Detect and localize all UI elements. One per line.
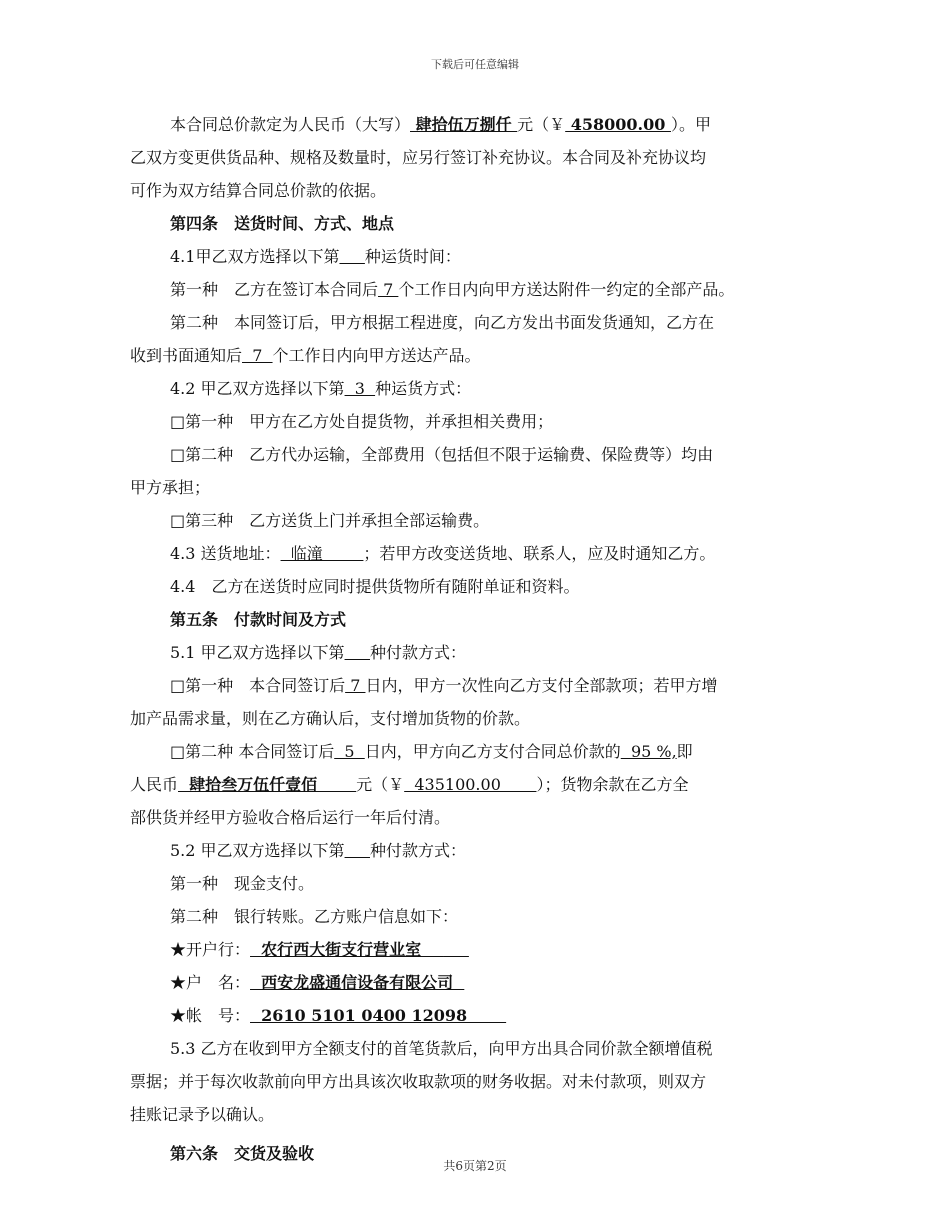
cash-payment: 第一种 现金支付。 — [170, 874, 315, 893]
contract-body — [130, 108, 820, 1170]
payment-option-2-cont: 人民币 肆拾叁万伍仟壹佰 元（￥ 435100.00 ）；货物余款在乙方全 — [130, 775, 689, 794]
delivery-time-option-2: 第二种 本同签订后，甲方根据工程进度，向乙方发出书面发货通知，乙方在 — [170, 313, 715, 332]
clause-4-3: 4.3 送货地址： 临潼 ；若甲方改变送货地、联系人，应及时通知乙方。 — [170, 544, 716, 563]
account-holder-field: 西安龙盛通信设备有限公司 — [250, 973, 465, 992]
clause-5-2: 5.2 甲乙双方选择以下第 种付款方式： — [170, 841, 466, 860]
payment-option-2-cont2: 部供货并经甲方验收合格后运行一年后付清。 — [130, 808, 451, 827]
article-4-title: 第四条 送货时间、方式、地点 — [170, 214, 395, 233]
page-header: 下载后可任意编辑 — [431, 58, 519, 71]
amount-words-field: 肆拾叁万伍仟壹佰 — [178, 775, 357, 794]
account-number: ★帐 号： 2610 5101 0400 12098 — [170, 1006, 507, 1025]
page-footer: 共6页第2页 — [443, 1159, 507, 1173]
transport-option-2: □第二种 乙方代办运输，全部费用（包括但不限于运输费、保险费等）均由 — [170, 445, 714, 464]
blank-field — [339, 247, 364, 266]
total-price-paragraph: 本合同总价款定为人民币（大写） 肆拾伍万捌仟 元（￥ 458000.00 ）。甲 — [170, 115, 711, 134]
clause-4-1: 4.1甲乙双方选择以下第 种运货时间： — [170, 247, 461, 266]
account-name: ★户 名： 西安龙盛通信设备有限公司 — [170, 973, 465, 992]
days-field: 7 — [378, 280, 399, 299]
blank-field — [345, 643, 370, 662]
article-6-title: 第六条 交货及验收 — [170, 1144, 315, 1163]
delivery-address-field: 临潼 — [280, 544, 364, 563]
delivery-time-option-1: 第一种 乙方在签订本合同后 7 个工作日内向甲方送达附件一约定的全部产品。 — [170, 280, 735, 299]
transport-option-2-cont: 甲方承担； — [130, 478, 211, 497]
account-bank: ★开户行： 农行西大街支行营业室 — [170, 940, 444, 959]
paragraph-line: 乙双方变更供货品种、规格及数量时，应另行签订补充协议。本合同及补充协议均 — [130, 148, 707, 167]
blank-field — [345, 841, 370, 860]
account-number-field: 2610 5101 0400 12098 — [250, 1006, 507, 1025]
clause-4-2: 4.2 甲乙双方选择以下第 3 种运货方式： — [170, 379, 472, 398]
clause-5-3-cont2: 挂账记录予以确认。 — [130, 1105, 275, 1124]
transport-option-3: □第三种 乙方送货上门并承担全部运输费。 — [170, 511, 490, 530]
clause-4-4: 4.4 乙方在送货时应同时提供货物所有随附单证和资料。 — [170, 577, 580, 596]
bank-name-field: 农行西大街支行营业室 — [250, 940, 444, 959]
clause-5-3-cont: 票据；并于每次收款前向甲方出具该次收取款项的财务收据。对未付款项，则双方 — [130, 1072, 707, 1091]
days-field: 7 — [242, 346, 273, 365]
clause-5-1: 5.1 甲乙双方选择以下第 种付款方式： — [170, 643, 466, 662]
clause-5-3: 5.3 乙方在收到甲方全额支付的首笔货款后，向甲方出具合同价款全额增值税 — [170, 1039, 713, 1058]
transport-option-1: □第一种 甲方在乙方处自提货物，并承担相关费用； — [170, 412, 554, 431]
total-price-words: 肆拾伍万捌仟 — [410, 115, 518, 134]
paragraph-line: 可作为双方结算合同总价款的依据。 — [130, 181, 387, 200]
selected-method-field: 3 — [344, 379, 376, 398]
payment-option-2: □第二种 本合同签订后 5 日内，甲方向乙方支付合同总价款的 95 %,即 — [170, 742, 693, 761]
delivery-time-option-2-cont: 收到书面通知后 7 个工作日内向甲方送达产品。 — [130, 346, 481, 365]
total-price-number: 458000.00 — [565, 115, 671, 134]
bank-transfer: 第二种 银行转账。乙方账户信息如下： — [170, 907, 459, 926]
payment-option-1-cont: 加产品需求量，则在乙方确认后，支付增加货物的价款。 — [130, 709, 531, 728]
days-field: 5 — [334, 742, 365, 761]
amount-number-field: 435100.00 — [404, 775, 537, 794]
days-field: 7 — [345, 676, 366, 695]
payment-option-1: □第一种 本合同签订后 7 日内，甲方一次性向乙方支付全部款项；若甲方增 — [170, 676, 718, 695]
article-5-title: 第五条 付款时间及方式 — [170, 610, 347, 629]
percent-field: 95 %, — [620, 742, 677, 761]
